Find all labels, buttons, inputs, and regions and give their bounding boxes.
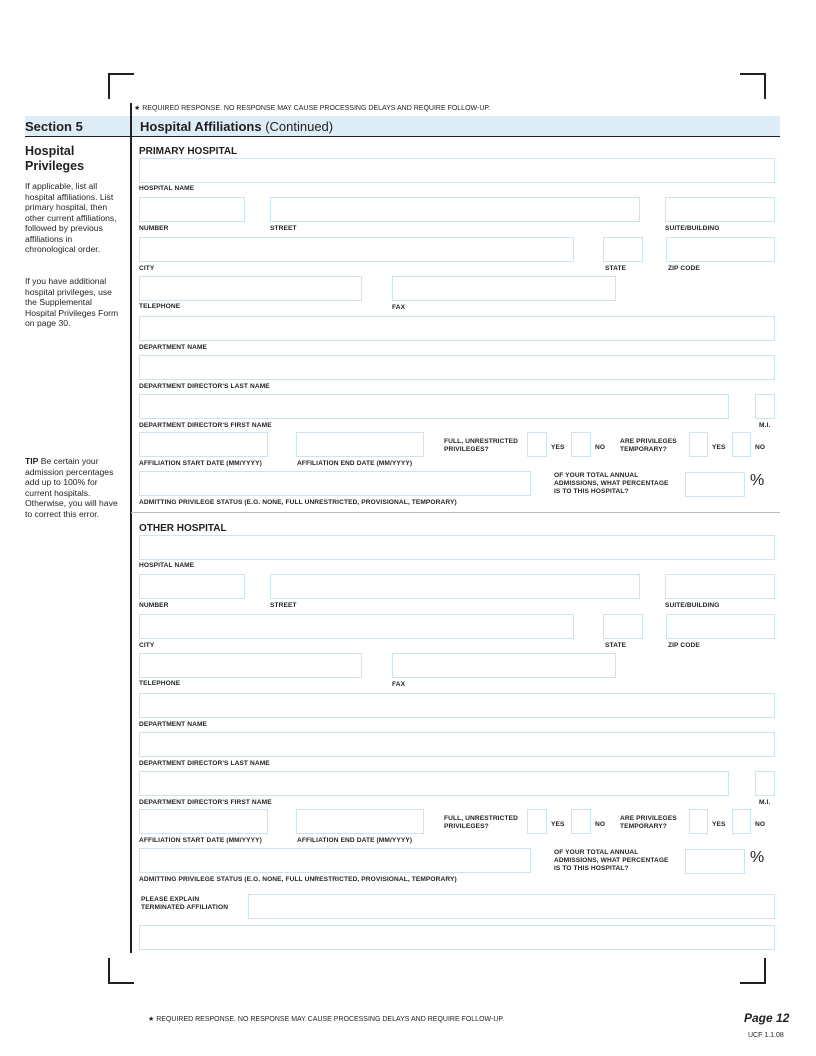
required-note-footer: ★ REQUIRED RESPONSE. NO RESPONSE MAY CAUSE PROCESSING DELAYS AND REQUIRE FOLLOW-UP. — [148, 1016, 505, 1023]
section-divider — [131, 512, 780, 513]
primary-city-input[interactable] — [139, 237, 574, 262]
other-zip-label: ZIP CODE — [668, 642, 700, 649]
primary-percent-sign: % — [750, 472, 765, 489]
other-full-no-checkbox[interactable] — [571, 809, 591, 834]
other-percent-question-2: ADMISSIONS, WHAT PERCENTAGE — [554, 857, 669, 864]
other-temp-no-label: NO — [755, 821, 766, 828]
other-full-no-label: NO — [595, 821, 606, 828]
primary-temporary-label: ARE PRIVILEGES — [620, 438, 677, 445]
other-end-date-input[interactable] — [296, 809, 424, 834]
section-header-bar — [25, 116, 780, 137]
other-full-yes-checkbox[interactable] — [527, 809, 547, 834]
tip-text: Be certain your admission percentages add up to 100% for current hospitals. Otherwise, you will have to correct this error. — [25, 456, 118, 519]
other-state-label: STATE — [605, 642, 627, 649]
other-director-last-input[interactable] — [139, 732, 775, 757]
other-temp-no-checkbox[interactable] — [732, 809, 751, 834]
other-telephone-input[interactable] — [139, 653, 362, 678]
other-director-last-label: DEPARTMENT DIRECTOR'S LAST NAME — [139, 760, 270, 767]
primary-percent-question-2: ADMISSIONS, WHAT PERCENTAGE — [554, 480, 669, 487]
form-version: UCF 1.1.08 — [748, 1032, 784, 1039]
primary-end-date-label: AFFILIATION END DATE (MM/YYYY) — [297, 460, 413, 467]
primary-state-input[interactable] — [603, 237, 643, 262]
primary-director-mi-label: M.I. — [759, 422, 771, 429]
primary-director-first-input[interactable] — [139, 394, 729, 419]
other-hospital-name-label: HOSPITAL NAME — [139, 562, 195, 569]
other-state-input[interactable] — [603, 614, 643, 639]
primary-department-input[interactable] — [139, 316, 775, 341]
other-zip-input[interactable] — [666, 614, 775, 639]
primary-street-label: STREET — [270, 225, 297, 232]
primary-suite-input[interactable] — [665, 197, 775, 222]
primary-admitting-status-label: ADMITTING PRIVILEGE STATUS (E.G. NONE, FULL UNRESTRICTED, PROVISIONAL, TEMPORARY) — [139, 499, 457, 506]
primary-temp-no-label: NO — [755, 444, 766, 451]
section-title-suffix: (Continued) — [261, 119, 334, 134]
primary-director-first-label: DEPARTMENT DIRECTOR'S FIRST NAME — [139, 422, 272, 429]
primary-temp-yes-checkbox[interactable] — [689, 432, 708, 457]
column-divider — [130, 103, 132, 953]
page-number: Page 12 — [744, 1011, 790, 1025]
primary-street-input[interactable] — [270, 197, 640, 222]
other-director-first-input[interactable] — [139, 771, 729, 796]
primary-zip-label: ZIP CODE — [668, 265, 700, 272]
other-number-input[interactable] — [139, 574, 245, 599]
other-telephone-label: TELEPHONE — [139, 680, 181, 687]
other-hospital-name-input[interactable] — [139, 535, 775, 560]
other-temporary-label: ARE PRIVILEGES — [620, 815, 677, 822]
primary-temporary-label-2: TEMPORARY? — [620, 446, 667, 453]
other-department-input[interactable] — [139, 693, 775, 718]
explain-label-1: PLEASE EXPLAIN — [141, 896, 200, 903]
other-temp-yes-label: YES — [712, 821, 726, 828]
primary-city-label: CITY — [139, 265, 155, 272]
crop-mark-bottom-left — [108, 958, 134, 984]
other-full-unrestricted-label-2: PRIVILEGES? — [444, 823, 489, 830]
primary-full-unrestricted-label: FULL, UNRESTRICTED — [444, 438, 518, 445]
sidebar-heading: Hospital Privileges — [25, 144, 85, 173]
primary-director-last-label: DEPARTMENT DIRECTOR'S LAST NAME — [139, 383, 270, 390]
other-number-label: NUMBER — [139, 602, 169, 609]
section-title — [140, 119, 333, 134]
other-percent-question-1: OF YOUR TOTAL ANNUAL — [554, 849, 639, 856]
other-city-input[interactable] — [139, 614, 574, 639]
other-director-first-label: DEPARTMENT DIRECTOR'S FIRST NAME — [139, 799, 272, 806]
primary-full-no-checkbox[interactable] — [571, 432, 591, 457]
primary-number-label: NUMBER — [139, 225, 169, 232]
other-temp-yes-checkbox[interactable] — [689, 809, 708, 834]
primary-full-yes-checkbox[interactable] — [527, 432, 547, 457]
primary-full-unrestricted-label-2: PRIVILEGES? — [444, 446, 489, 453]
other-street-label: STREET — [270, 602, 297, 609]
crop-mark-bottom-right — [740, 958, 766, 984]
primary-telephone-input[interactable] — [139, 276, 362, 301]
primary-percent-question-1: OF YOUR TOTAL ANNUAL — [554, 472, 639, 479]
other-admitting-status-input[interactable] — [139, 848, 531, 873]
other-end-date-label: AFFILIATION END DATE (MM/YYYY) — [297, 837, 413, 844]
primary-zip-input[interactable] — [666, 237, 775, 262]
other-full-yes-label: YES — [551, 821, 565, 828]
other-start-date-label: AFFILIATION START DATE (MM/YYYY) — [139, 837, 262, 844]
primary-title: PRIMARY HOSPITAL — [139, 146, 238, 157]
other-title: OTHER HOSPITAL — [139, 523, 227, 534]
primary-temp-yes-label: YES — [712, 444, 726, 451]
primary-fax-input[interactable] — [392, 276, 616, 301]
primary-admitting-status-input[interactable] — [139, 471, 531, 496]
other-suite-input[interactable] — [665, 574, 775, 599]
other-admitting-status-label: ADMITTING PRIVILEGE STATUS (E.G. NONE, FULL UNRESTRICTED, PROVISIONAL, TEMPORARY) — [139, 876, 457, 883]
crop-mark-top-right — [740, 73, 766, 99]
required-note-top: ★ REQUIRED RESPONSE. NO RESPONSE MAY CAUSE PROCESSING DELAYS AND REQUIRE FOLLOW-UP. — [134, 105, 491, 112]
sidebar-additional: If you have additional hospital privileges, use the Supplemental Hospital Privileges Form on page 30. — [25, 276, 119, 328]
tip-label: TIP — [25, 456, 39, 466]
primary-fax-label: FAX — [392, 304, 406, 311]
primary-start-date-label: AFFILIATION START DATE (MM/YYYY) — [139, 460, 262, 467]
primary-full-no-label: NO — [595, 444, 606, 451]
explain-label-2: TERMINATED AFFILIATION — [141, 904, 229, 911]
primary-temp-no-checkbox[interactable] — [732, 432, 751, 457]
sidebar-intro: If applicable, list all hospital affiliations. List primary hospital, then other current affiliations, followed by previous affiliations in chronological order. — [25, 181, 117, 254]
primary-full-yes-label: YES — [551, 444, 565, 451]
primary-end-date-input[interactable] — [296, 432, 424, 457]
primary-percent-input[interactable] — [685, 472, 745, 497]
other-percent-question-3: IS TO THIS HOSPITAL? — [554, 865, 629, 872]
explain-terminated-input-2[interactable] — [139, 925, 775, 950]
other-temporary-label-2: TEMPORARY? — [620, 823, 667, 830]
primary-start-date-input[interactable] — [139, 432, 268, 457]
primary-state-label: STATE — [605, 265, 627, 272]
sidebar-tip — [25, 456, 125, 519]
other-percent-input[interactable] — [685, 849, 745, 874]
primary-director-mi-input[interactable] — [755, 394, 775, 419]
primary-percent-question-3: IS TO THIS HOSPITAL? — [554, 488, 629, 495]
section-title-main: Hospital Affiliations — [140, 119, 262, 134]
other-fax-label: FAX — [392, 681, 406, 688]
crop-mark-top-left — [108, 73, 134, 99]
primary-department-label: DEPARTMENT NAME — [139, 344, 208, 351]
primary-director-last-input[interactable] — [139, 355, 775, 380]
other-street-input[interactable] — [270, 574, 640, 599]
other-suite-label: SUITE/BUILDING — [665, 602, 720, 609]
other-director-mi-label: M.I. — [759, 799, 771, 806]
primary-hospital-name-label: HOSPITAL NAME — [139, 185, 195, 192]
other-fax-input[interactable] — [392, 653, 616, 678]
primary-telephone-label: TELEPHONE — [139, 303, 181, 310]
section-number: Section 5 — [25, 119, 83, 134]
primary-number-input[interactable] — [139, 197, 245, 222]
other-start-date-input[interactable] — [139, 809, 268, 834]
explain-terminated-input[interactable] — [248, 894, 775, 919]
other-director-mi-input[interactable] — [755, 771, 775, 796]
other-city-label: CITY — [139, 642, 155, 649]
other-department-label: DEPARTMENT NAME — [139, 721, 208, 728]
other-percent-sign: % — [750, 849, 765, 866]
primary-suite-label: SUITE/BUILDING — [665, 225, 720, 232]
other-full-unrestricted-label: FULL, UNRESTRICTED — [444, 815, 518, 822]
primary-hospital-name-input[interactable] — [139, 158, 775, 183]
